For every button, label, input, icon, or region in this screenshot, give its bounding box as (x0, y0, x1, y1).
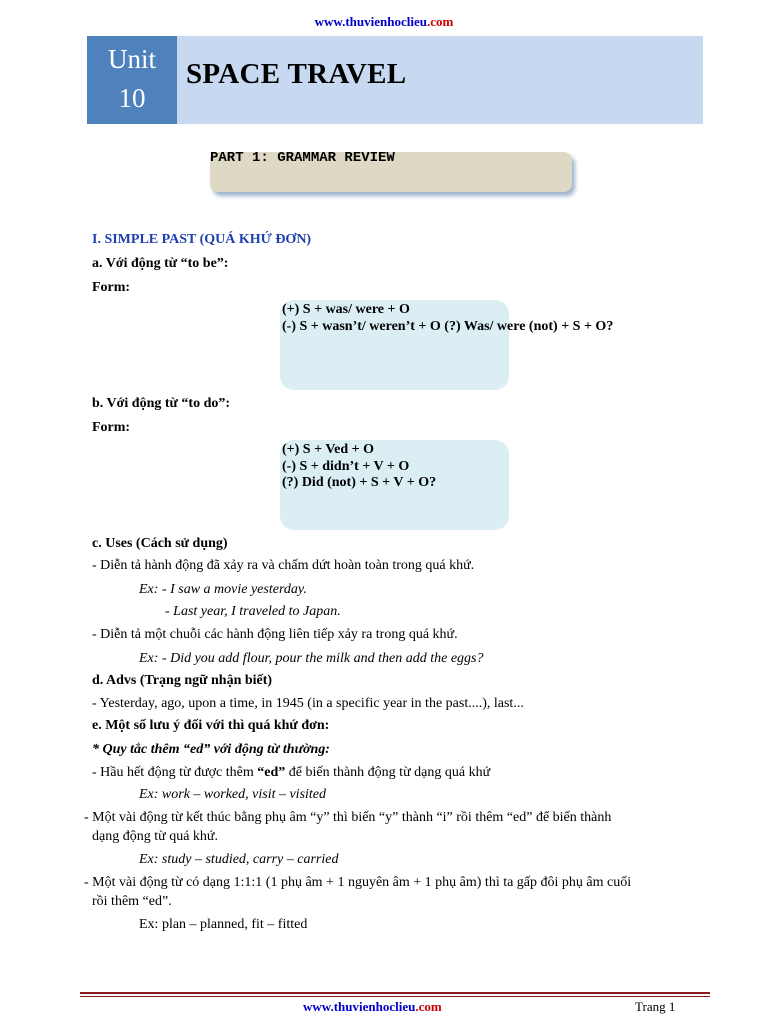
sub-e-title: e. Một số lưu ý đối với thì quá khứ đơn: (92, 718, 330, 733)
sub-c-title: c. Uses (Cách sử dụng) (92, 536, 228, 551)
rule-title: * Quy tắc thêm “ed” với động từ thường: (92, 742, 330, 757)
example-line: Ex: work – worked, visit – visited (139, 787, 327, 802)
part-title: PART 1: GRAMMAR REVIEW (210, 150, 395, 166)
rule-line: - Một vài động từ có dạng 1:1:1 (1 phụ âm + 1 nguyên âm + 1 phụ âm) thì ta gấp đôi phụ âm cuối (84, 875, 632, 890)
example-line: Ex: - I saw a movie yesterday. (139, 582, 307, 597)
rule-line: dạng động từ quá khứ. (92, 829, 218, 844)
sub-a-title: a. Với động từ “to be”: (92, 256, 229, 271)
unit-label: Unit (107, 44, 156, 74)
rule-line (92, 765, 490, 781)
footer-url-domain: .com (415, 999, 442, 1014)
form-line: (-) S + didn’t + V + O (282, 459, 410, 474)
example-line: Ex: study – studied, carry – carried (139, 852, 339, 867)
unit-title: SPACE TRAVEL (186, 58, 407, 90)
rule-line: - Một vài động từ kết thúc bằng phụ âm “y” thì biến “y” thành “i” rồi thêm “ed” để biến thành (84, 810, 612, 825)
sub-b-form-label: Form: (92, 420, 131, 435)
unit-badge (87, 36, 177, 124)
form-line: (+) S + was/ were + O (282, 302, 410, 317)
footer-divider (80, 992, 710, 994)
section-title: I. SIMPLE PAST (QUÁ KHỨ ĐƠN) (92, 232, 312, 247)
form-line: (-) S + wasn’t/ weren’t + O (?) Was/ were (not) + S + O? (282, 319, 614, 334)
sub-b-title: b. Với động từ “to do”: (92, 396, 231, 411)
example-line: - Last year, I traveled to Japan. (165, 604, 341, 619)
unit-number: 10 (118, 83, 146, 113)
rule-text: để biến thành động từ dạng quá khứ (285, 765, 491, 780)
sub-d-title: d. Advs (Trạng ngữ nhận biết) (92, 673, 273, 688)
use-line: - Diễn tả hành động đã xảy ra và chấm dứt hoàn toàn trong quá khứ. (92, 558, 475, 573)
form-line: (+) S + Ved + O (282, 442, 375, 457)
rule-line: rồi thêm “ed”. (92, 894, 172, 909)
footer-divider (80, 996, 710, 997)
footer-url-prefix: www.thuvienhoclieu (303, 999, 416, 1014)
sub-a-form-label: Form: (92, 280, 131, 295)
header-url-domain: .com (426, 14, 454, 29)
footer-url[interactable] (303, 999, 442, 1015)
rule-ed-bold: “ed” (257, 765, 286, 780)
form-line: (?) Did (not) + S + V + O? (282, 475, 437, 490)
use-line: - Diễn tả một chuỗi các hành động liên tiếp xảy ra trong quá khứ. (92, 627, 458, 642)
header-url-prefix: www.thuvienhoclieu (314, 14, 427, 29)
example-line: Ex: plan – planned, fit – fitted (139, 917, 308, 932)
header-url[interactable] (0, 14, 768, 30)
rule-text: - Hầu hết động từ được thêm (92, 765, 258, 780)
page-number: Trang 1 (635, 999, 676, 1014)
example-line: Ex: - Did you add flour, pour the milk and then add the eggs? (139, 651, 484, 666)
advs-line: - Yesterday, ago, upon a time, in 1945 (in a specific year in the past....), last... (92, 696, 524, 711)
